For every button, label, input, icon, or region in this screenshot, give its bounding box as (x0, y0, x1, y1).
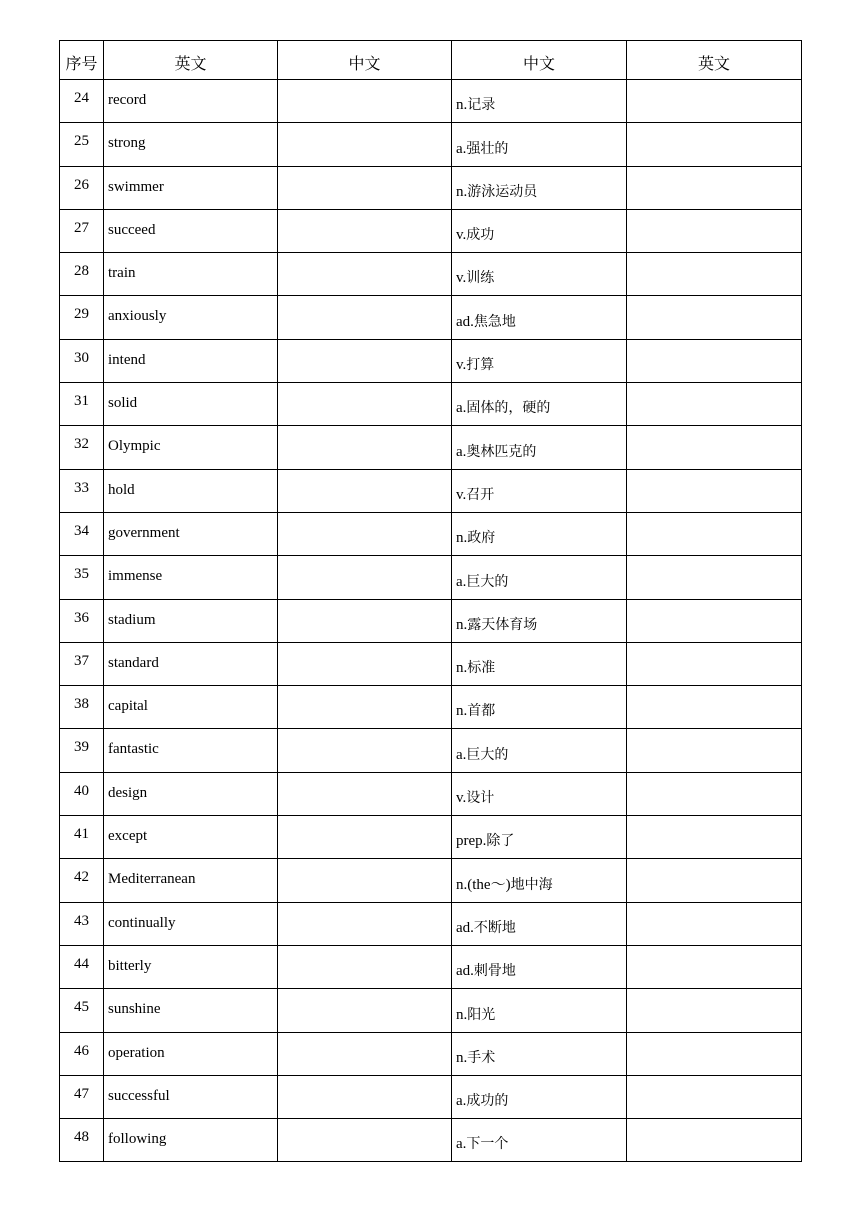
chinese-meaning (452, 383, 627, 426)
part-of-speech: n. (456, 97, 468, 114)
chinese-answer-cell[interactable] (278, 945, 452, 988)
table-row (60, 1032, 802, 1075)
vocabulary-table (59, 40, 802, 1162)
english-word: standard (104, 642, 278, 685)
chinese-answer-cell[interactable] (278, 512, 452, 555)
chinese-meaning (452, 599, 627, 642)
english-answer-cell[interactable] (627, 512, 802, 555)
english-answer-cell[interactable] (627, 296, 802, 339)
row-number: 41 (60, 816, 104, 859)
chinese-answer-cell[interactable] (278, 426, 452, 469)
chinese-definition: 不断地 (473, 919, 516, 936)
part-of-speech: a. (456, 573, 467, 590)
chinese-answer-cell[interactable] (278, 642, 452, 685)
chinese-definition: 强壮的 (466, 140, 509, 157)
chinese-answer-cell[interactable] (278, 599, 452, 642)
part-of-speech: v. (456, 357, 467, 374)
part-of-speech: a. (456, 443, 467, 460)
chinese-definition: 露天体育场 (467, 616, 538, 633)
part-of-speech: n. (456, 703, 468, 720)
english-answer-cell[interactable] (627, 1075, 802, 1118)
english-answer-cell[interactable] (627, 556, 802, 599)
chinese-meaning (452, 1075, 627, 1118)
chinese-definition: 标准 (467, 660, 496, 677)
chinese-meaning (452, 512, 627, 555)
chinese-answer-cell[interactable] (278, 80, 452, 123)
chinese-definition: 记录 (467, 97, 496, 114)
row-number: 35 (60, 556, 104, 599)
chinese-answer-cell[interactable] (278, 816, 452, 859)
chinese-answer-cell[interactable] (278, 469, 452, 512)
chinese-definition: 固体的，硬的 (466, 400, 551, 417)
table-row (60, 469, 802, 512)
chinese-definition: 政府 (467, 530, 496, 547)
chinese-meaning (452, 816, 627, 859)
chinese-meaning (452, 426, 627, 469)
table-row (60, 80, 802, 123)
chinese-answer-cell[interactable] (278, 556, 452, 599)
part-of-speech: a. (456, 140, 467, 157)
english-word: intend (104, 339, 278, 382)
chinese-definition: 成功的 (466, 1093, 509, 1110)
table-row (60, 339, 802, 382)
english-answer-cell[interactable] (627, 902, 802, 945)
english-word: continually (104, 902, 278, 945)
row-number: 27 (60, 209, 104, 252)
row-number: 29 (60, 296, 104, 339)
part-of-speech: a. (456, 400, 467, 417)
chinese-definition: 焦急地 (473, 313, 516, 330)
chinese-answer-cell[interactable] (278, 686, 452, 729)
table-row (60, 1075, 802, 1118)
chinese-answer-cell[interactable] (278, 296, 452, 339)
row-number: 46 (60, 1032, 104, 1075)
english-word: Olympic (104, 426, 278, 469)
english-word: sunshine (104, 989, 278, 1032)
row-number: 34 (60, 512, 104, 555)
english-answer-cell[interactable] (627, 599, 802, 642)
table-row (60, 729, 802, 772)
table-row (60, 772, 802, 815)
english-answer-cell[interactable] (627, 1119, 802, 1162)
english-word: immense (104, 556, 278, 599)
chinese-meaning (452, 1119, 627, 1162)
english-answer-cell[interactable] (627, 80, 802, 123)
chinese-meaning (452, 772, 627, 815)
table-row (60, 383, 802, 426)
row-number: 44 (60, 945, 104, 988)
table-row (60, 642, 802, 685)
row-number: 47 (60, 1075, 104, 1118)
chinese-answer-cell[interactable] (278, 123, 452, 166)
table-row (60, 253, 802, 296)
chinese-meaning (452, 729, 627, 772)
chinese-meaning (452, 253, 627, 296)
chinese-definition: 召开 (466, 486, 495, 503)
row-number: 48 (60, 1119, 104, 1162)
part-of-speech: ad. (456, 313, 474, 330)
chinese-meaning (452, 686, 627, 729)
english-word: bitterly (104, 945, 278, 988)
table-row (60, 945, 802, 988)
chinese-answer-cell[interactable] (278, 859, 452, 902)
part-of-speech: n. (456, 616, 468, 633)
english-answer-cell[interactable] (627, 989, 802, 1032)
table-row (60, 989, 802, 1032)
chinese-meaning (452, 123, 627, 166)
part-of-speech: ad. (456, 919, 474, 936)
chinese-answer-cell[interactable] (278, 339, 452, 382)
table-row (60, 166, 802, 209)
row-number: 43 (60, 902, 104, 945)
part-of-speech: n. (456, 660, 468, 677)
chinese-definition: 成功 (466, 227, 495, 244)
english-answer-cell[interactable] (627, 859, 802, 902)
table-row (60, 512, 802, 555)
chinese-meaning (452, 902, 627, 945)
chinese-answer-cell[interactable] (278, 989, 452, 1032)
part-of-speech: prep. (456, 833, 487, 850)
english-answer-cell[interactable] (627, 253, 802, 296)
english-word: operation (104, 1032, 278, 1075)
part-of-speech: a. (456, 1136, 467, 1153)
header-english-blank: 英文 (627, 41, 802, 80)
chinese-definition: 游泳运动员 (467, 183, 538, 200)
part-of-speech: v. (456, 486, 467, 503)
row-number: 40 (60, 772, 104, 815)
english-word: record (104, 80, 278, 123)
chinese-definition: 下一个 (466, 1136, 509, 1153)
chinese-answer-cell[interactable] (278, 902, 452, 945)
chinese-meaning (452, 556, 627, 599)
part-of-speech: n.(the～) (456, 876, 511, 893)
english-word: swimmer (104, 166, 278, 209)
chinese-definition: 刺骨地 (473, 963, 516, 980)
chinese-meaning (452, 1032, 627, 1075)
chinese-definition: 地中海 (510, 876, 553, 893)
english-word: train (104, 253, 278, 296)
table-row (60, 859, 802, 902)
chinese-answer-cell[interactable] (278, 772, 452, 815)
chinese-definition: 阳光 (467, 1006, 496, 1023)
chinese-answer-cell[interactable] (278, 253, 452, 296)
part-of-speech: a. (456, 1093, 467, 1110)
english-word: strong (104, 123, 278, 166)
part-of-speech: a. (456, 746, 467, 763)
row-number: 37 (60, 642, 104, 685)
chinese-meaning (452, 339, 627, 382)
english-word: succeed (104, 209, 278, 252)
row-number: 32 (60, 426, 104, 469)
english-answer-cell[interactable] (627, 426, 802, 469)
chinese-meaning (452, 166, 627, 209)
row-number: 30 (60, 339, 104, 382)
chinese-answer-cell[interactable] (278, 209, 452, 252)
table-row (60, 556, 802, 599)
row-number: 39 (60, 729, 104, 772)
part-of-speech: n. (456, 183, 468, 200)
english-answer-cell[interactable] (627, 209, 802, 252)
table-row (60, 902, 802, 945)
part-of-speech: v. (456, 270, 467, 287)
table-row (60, 209, 802, 252)
chinese-answer-cell[interactable] (278, 1119, 452, 1162)
row-number: 33 (60, 469, 104, 512)
row-number: 24 (60, 80, 104, 123)
english-word: stadium (104, 599, 278, 642)
chinese-definition: 巨大的 (466, 573, 509, 590)
part-of-speech: v. (456, 227, 467, 244)
part-of-speech: n. (456, 530, 468, 547)
part-of-speech: n. (456, 1049, 468, 1066)
english-answer-cell[interactable] (627, 339, 802, 382)
english-answer-cell[interactable] (627, 686, 802, 729)
row-number: 38 (60, 686, 104, 729)
chinese-meaning (452, 945, 627, 988)
chinese-meaning (452, 80, 627, 123)
chinese-definition: 训练 (466, 270, 495, 287)
row-number: 45 (60, 989, 104, 1032)
english-word: anxiously (104, 296, 278, 339)
part-of-speech: n. (456, 1006, 468, 1023)
chinese-meaning (452, 296, 627, 339)
chinese-answer-cell[interactable] (278, 1032, 452, 1075)
chinese-meaning (452, 642, 627, 685)
english-answer-cell[interactable] (627, 772, 802, 815)
chinese-definition: 手术 (467, 1049, 496, 1066)
part-of-speech: v. (456, 790, 467, 807)
english-word: solid (104, 383, 278, 426)
english-answer-cell[interactable] (627, 945, 802, 988)
english-word: following (104, 1119, 278, 1162)
english-word: hold (104, 469, 278, 512)
english-answer-cell[interactable] (627, 1032, 802, 1075)
english-answer-cell[interactable] (627, 166, 802, 209)
chinese-definition: 首都 (467, 703, 496, 720)
chinese-definition: 奥林匹克的 (466, 443, 537, 460)
english-word: except (104, 816, 278, 859)
table-row (60, 123, 802, 166)
header-row (60, 41, 802, 80)
english-answer-cell[interactable] (627, 469, 802, 512)
chinese-definition: 除了 (486, 833, 515, 850)
english-word: design (104, 772, 278, 815)
english-answer-cell[interactable] (627, 816, 802, 859)
english-word: fantastic (104, 729, 278, 772)
english-answer-cell[interactable] (627, 642, 802, 685)
english-word: capital (104, 686, 278, 729)
row-number: 31 (60, 383, 104, 426)
chinese-meaning (452, 989, 627, 1032)
chinese-answer-cell[interactable] (278, 1075, 452, 1118)
table-row (60, 426, 802, 469)
chinese-definition: 巨大的 (466, 746, 509, 763)
english-answer-cell[interactable] (627, 123, 802, 166)
chinese-definition: 打算 (466, 357, 495, 374)
row-number: 25 (60, 123, 104, 166)
english-answer-cell[interactable] (627, 729, 802, 772)
chinese-answer-cell[interactable] (278, 383, 452, 426)
part-of-speech: ad. (456, 963, 474, 980)
header-number: 序号 (60, 41, 104, 80)
table-row (60, 686, 802, 729)
table-row (60, 1119, 802, 1162)
row-number: 42 (60, 859, 104, 902)
row-number: 26 (60, 166, 104, 209)
english-word: Mediterranean (104, 859, 278, 902)
header-chinese-blank: 中文 (278, 41, 452, 80)
header-english: 英文 (104, 41, 278, 80)
header-chinese: 中文 (452, 41, 627, 80)
english-answer-cell[interactable] (627, 383, 802, 426)
row-number: 28 (60, 253, 104, 296)
chinese-definition: 设计 (466, 790, 495, 807)
table-row (60, 296, 802, 339)
chinese-meaning (452, 469, 627, 512)
chinese-answer-cell[interactable] (278, 166, 452, 209)
chinese-answer-cell[interactable] (278, 729, 452, 772)
table-row (60, 599, 802, 642)
table-row (60, 816, 802, 859)
row-number: 36 (60, 599, 104, 642)
chinese-meaning (452, 859, 627, 902)
english-word: government (104, 512, 278, 555)
chinese-meaning (452, 209, 627, 252)
english-word: successful (104, 1075, 278, 1118)
